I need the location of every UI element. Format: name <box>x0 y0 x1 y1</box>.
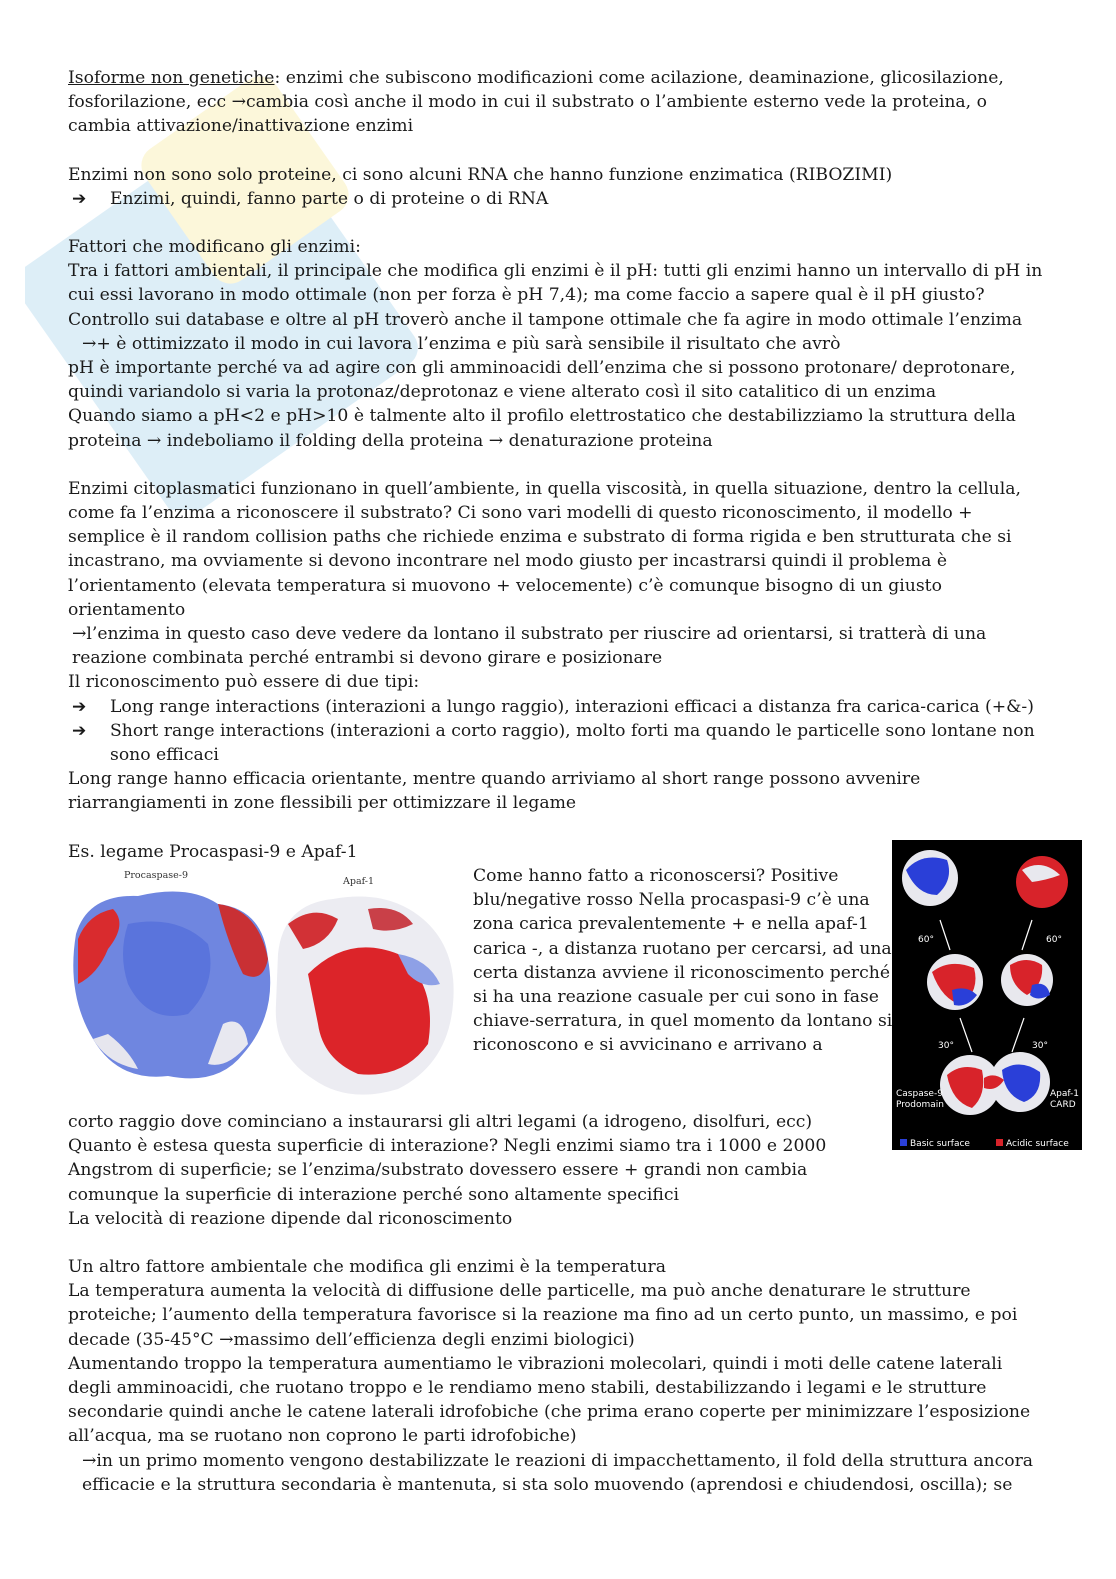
docking-figure <box>892 840 1082 1150</box>
label-prodomain: Prodomain <box>896 1099 944 1110</box>
paragraph-temperatura-3: Aumentando troppo la temperatura aumentiamo le vibrazioni molecolari, quindi i moti delle catene laterali degli amminoacidi, che ruotano troppo e le rendiamo meno stabili, destabilizzando i legami e le strutture secondarie quindi anche le catene laterali idrofobiche (che prima erano coperte per minimizzare l’esposizione all’acqua, ma se ruotano non coprono le parti idrofobiche) <box>68 1353 1031 1447</box>
list-item: ➔ Enzimi, quindi, fanno parte o di proteine o di RNA <box>68 187 1048 211</box>
heading-fattori: Fattori che modificano gli enzimi: <box>68 237 361 258</box>
paragraph-ph: Tra i fattori ambientali, il principale che modifica gli enzimi è il pH: tutti gli enzimi hanno un intervallo di pH in cui essi lavorano in modo ottimale (non per forza è pH 7,4); ma come faccio a sapere qual è il pH giusto? Controllo sui database e oltre al pH troverò anche il tampone ottimale che fa agire in modo ottimale l’enzima <box>68 261 1043 330</box>
paragraph-corto-raggio: corto raggio dove cominciano a instaurarsi gli altri legami (a idrogeno, disolfuri, ecc) <box>68 1111 813 1132</box>
paragraph-ph-3: Quando siamo a pH<2 e pH>10 è talmente alto il profilo elettrostatico che destabilizziamo la struttura della proteina → indeboliamo il folding della proteina → denaturazione proteina <box>68 406 1016 451</box>
angle-label: 30° <box>1032 1040 1048 1051</box>
paragraph-temperatura-2: La temperatura aumenta la velocità di diffusione delle particelle, ma può anche denaturare le strutture proteiche; l’aumento della temperatura favorisce si la reazione ma fino ad un certo punto, un massimo, e poi decade (35-45°C →massimo dell’efficienza degli enzimi biologici) <box>68 1281 1018 1350</box>
paragraph-cito-arrow: →l’enzima in questo caso deve vedere da lontano il substrato per riuscire ad orientarsi, si tratterà di una reazione combinata perché entrambi si devono girare e posizionare <box>72 624 987 669</box>
protein-surface-figure <box>68 864 458 1110</box>
paragraph-isoforme: Isoforme non genetiche: enzimi che subiscono modificazioni come acilazione, deaminazione, glicosilazione, fosforilazione, ecc →cambia così anche il modo in cui il substrato o l’ambiente esterno vede la proteina, o cambia attivazione/inattivazione enzimi <box>68 68 1004 137</box>
paragraph-ribozimi: Enzimi non sono solo proteine, ci sono alcuni RNA che hanno funzione enzimatica (RIBOZIMI) <box>68 164 893 185</box>
paragraph-velocita: La velocità di reazione dipende dal riconoscimento <box>68 1208 513 1229</box>
paragraph-citoplasmatici: Enzimi citoplasmatici funzionano in quell’ambiente, in quella viscosità, in quella situazione, dentro la cellula, come fa l’enzima a riconoscere il substrato? Ci sono vari modelli di questo riconoscimento, il modello + semplice è il random collision paths che richiede enzima e substrato di forma rigida e ben strutturata che si incastrano, ma ovviamente si devono incontrare nel modo giusto per incastrarsi quindi il problema è l’orientamento (elevata temperatura si muovono + velocemente) c’è comunque bisogno di un giusto orientamento <box>68 478 1021 620</box>
arrow-icon: ➔ <box>72 188 87 209</box>
angle-label: 60° <box>918 934 934 945</box>
legend-acidic-swatch <box>996 1139 1003 1146</box>
label-procaspase: Procaspase-9 <box>124 869 189 881</box>
paragraph-temperatura: Un altro fattore ambientale che modifica gli enzimi è la temperatura <box>68 1256 666 1277</box>
arrow-icon: ➔ <box>72 720 87 741</box>
arrow-icon: ➔ <box>72 696 87 717</box>
document-page <box>68 66 1080 1497</box>
paragraph-superficie: Quanto è estesa questa superficie di interazione? Negli enzimi siamo tra i 1000 e 2000 Angstrom di superficie; se l’enzima/substrato dovessero essere + grandi non cambia comunque la superficie di interazione perché sono altamente specifici <box>68 1136 827 1205</box>
list-item: ➔ Long range interactions (interazioni a lungo raggio), interazioni efficaci a distanza fra carica-carica (+&-) <box>68 695 1048 719</box>
figure-side-text: Come hanno fatto a riconoscersi? Positive blu/negative rosso Nella procaspasi-9 c’è una zona carica prevalentemente + e nella apaf-1 carica -, a distanza ruotano per cercarsi, ad una certa distanza avviene il riconoscimento perché si ha una reazione casuale per cui sono in fase chiave-serratura, in quel momento da lontano si riconoscono e si avvicinano e arrivano a <box>473 865 893 1056</box>
heading-riconoscimento: Il riconoscimento può essere di due tipi: <box>68 672 420 693</box>
label-caspase-9: Caspase-9 <box>896 1088 943 1099</box>
legend-basic: Basic surface <box>910 1138 970 1149</box>
angle-label: 60° <box>1046 934 1062 945</box>
paragraph-temperatura-4: →in un primo momento vengono destabilizzate le reazioni di impacchettamento, il fold della struttura ancora efficacie e la struttura secondaria è mantenuta, si sta solo muovendo (aprendosi e chiudendosi, oscilla); se <box>82 1450 1034 1495</box>
list-item: ➔ Short range interactions (interazioni a corto raggio), molto forti ma quando le particelle sono lontane non sono efficaci <box>68 719 1048 767</box>
angle-label: 30° <box>938 1040 954 1051</box>
heading-esempio: Es. legame Procaspasi-9 e Apaf-1 <box>68 841 358 862</box>
label-apaf: Apaf-1 <box>343 875 375 887</box>
label-apaf-1: Apaf-1 <box>1050 1088 1080 1099</box>
legend-basic-swatch <box>900 1139 907 1146</box>
label-card: CARD <box>1050 1099 1076 1110</box>
paragraph-ph-2: pH è importante perché va ad agire con gli amminoacidi dell’enzima che si possono protonare/ deprotonare, quindi variandolo si varia la protonaz/deprotonaz e viene alterato così il sito catalitico di un enzima <box>68 358 1016 403</box>
paragraph-ph-arrow: →+ è ottimizzato il modo in cui lavora l’enzima e più sarà sensibile il risultato che avrò <box>82 333 841 354</box>
paragraph-long-range: Long range hanno efficacia orientante, mentre quando arriviamo al short range possono avvenire riarrangiamenti in zone flessibili per ottimizzare il legame <box>68 769 921 814</box>
heading-isoforme: Isoforme non genetiche <box>68 68 275 88</box>
legend-acidic: Acidic surface <box>1006 1138 1069 1149</box>
